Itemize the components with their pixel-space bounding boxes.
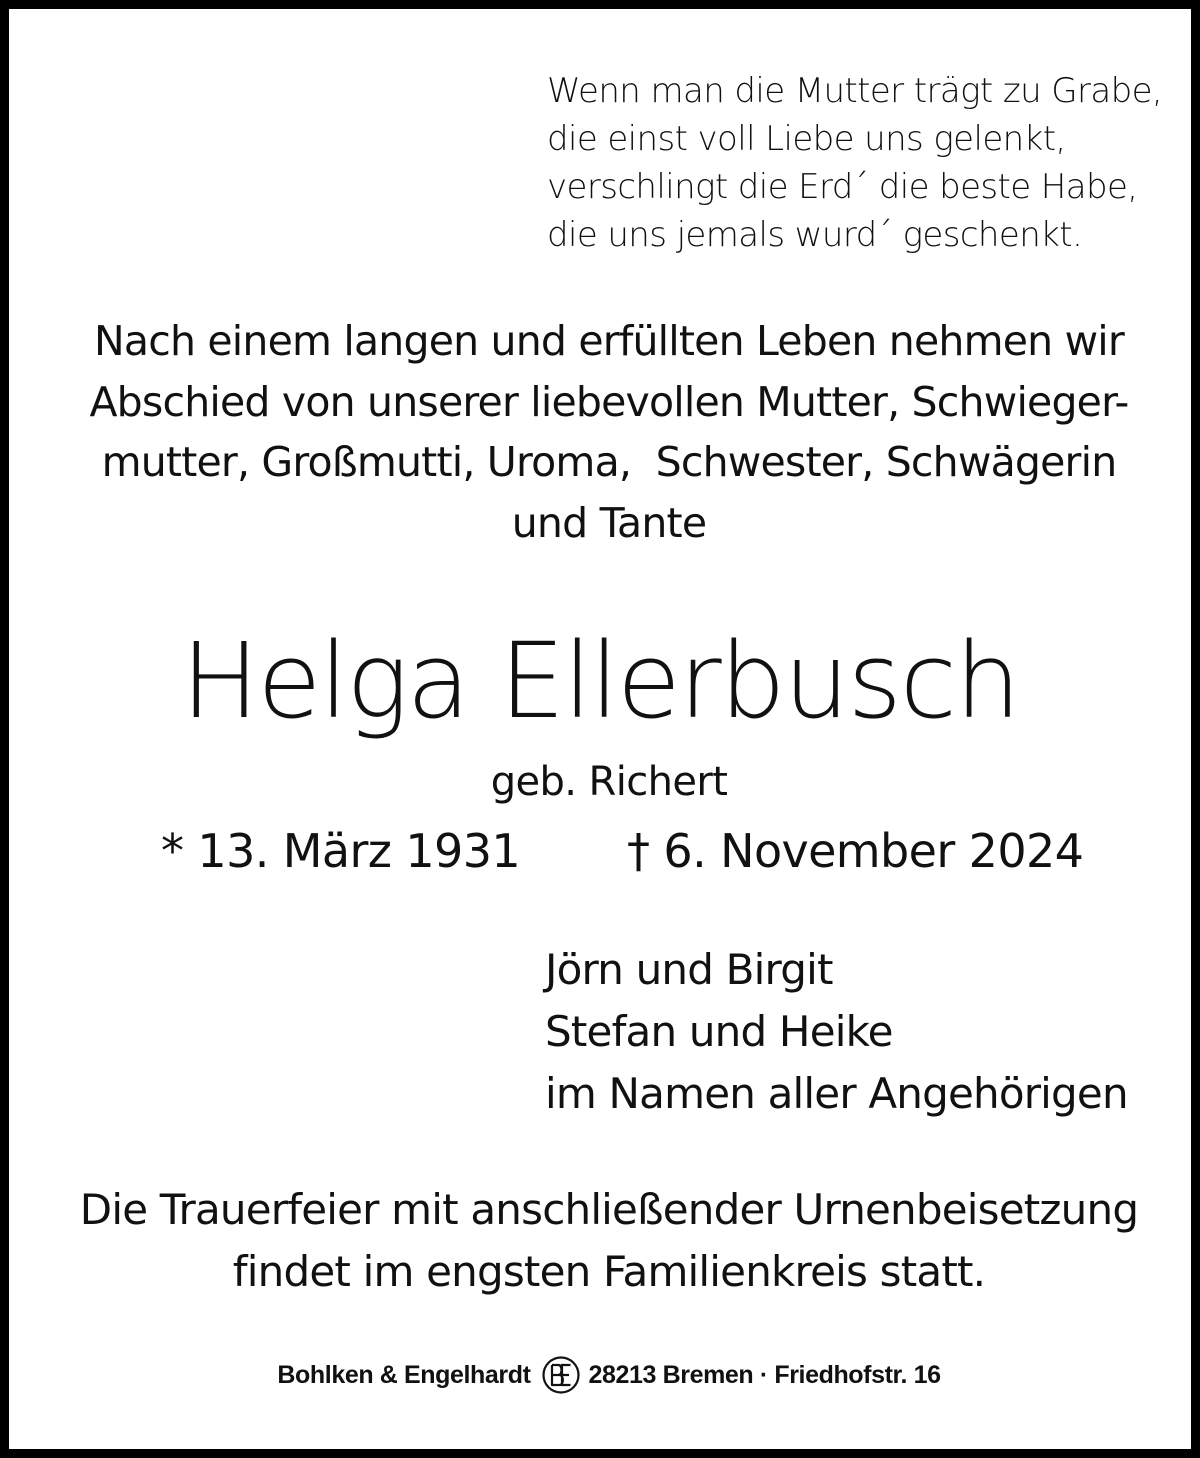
notice-line: findet im engsten Familienkreis statt.: [232, 1247, 986, 1296]
funeral-notice: [29, 1179, 1189, 1303]
mourner-line: Jörn und Birgit: [545, 945, 833, 994]
deceased-name: Helga Ellerbusch: [181, 620, 1019, 742]
life-dates: [9, 821, 1200, 881]
intro-line: Nach einem langen und erfüllten Leben nehmen wir: [94, 317, 1124, 365]
intro-line: mutter, Großmutti, Uroma, Schwester, Schwägerin: [101, 438, 1117, 486]
undertaker-footer: [9, 1353, 1200, 1397]
undertaker-logo-icon: [541, 1355, 581, 1395]
undertaker-name: Bohlken & Engelhardt: [277, 1360, 531, 1389]
birth-date: * 13. März 1931: [161, 824, 521, 878]
maiden-name: geb. Richert: [490, 759, 728, 805]
intro-line: Abschied von unserer liebevollen Mutter, Schwieger-: [89, 377, 1129, 426]
poem-line: verschlingt die Erd´ die beste Habe,: [547, 167, 1138, 207]
mourners: [545, 939, 1185, 1125]
mourner-line: im Namen aller Angehörigen: [545, 1069, 1128, 1118]
undertaker-address: 28213 Bremen · Friedhofstr. 16: [588, 1360, 941, 1389]
mourner-line: Stefan und Heike: [545, 1007, 893, 1056]
poem: [547, 67, 1167, 259]
poem-line: Wenn man die Mutter trägt zu Grabe,: [547, 71, 1163, 111]
notice-line: Die Trauerfeier mit anschließender Urnenbeisetzung: [79, 1185, 1139, 1234]
intro-line: und Tante: [511, 498, 707, 547]
death-date: † 6. November 2024: [627, 824, 1084, 878]
poem-line: die einst voll Liebe uns gelenkt,: [547, 119, 1066, 159]
poem-line: die uns jemals wurd´ geschenkt.: [547, 215, 1083, 255]
intro-text: [39, 311, 1179, 553]
